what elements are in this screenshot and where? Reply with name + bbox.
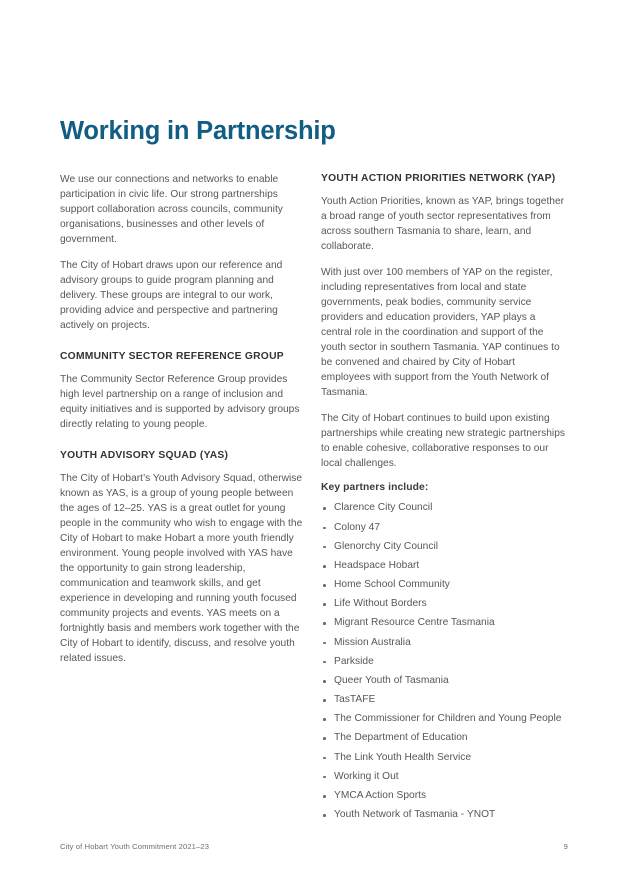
list-item: Youth Network of Tasmania - YNOT — [321, 808, 567, 823]
section-paragraph: The Community Sector Reference Group provides high level partnership on a range of inclusion and equity initiatives and is supported by advisory groups directly relating to young people. — [60, 374, 300, 431]
intro-paragraph: The City of Hobart draws upon our reference and advisory groups to guide program planning and delivery. These groups are integral to our work, providing advice and perspective and partnering actively on projects. — [60, 260, 283, 332]
right-column — [321, 172, 567, 827]
list-item: Headspace Hobart — [321, 559, 567, 574]
left-column — [60, 172, 306, 666]
two-column-body — [60, 172, 568, 827]
list-item: Life Without Borders — [321, 597, 567, 612]
page-footer — [60, 842, 568, 851]
list-item: Clarence City Council — [321, 501, 567, 516]
section-paragraph: The City of Hobart’s Youth Advisory Squad, otherwise known as YAS, is a group of young people between the ages of 12–25. YAS is a great outlet for young people in the community who wish to engage with the City of Hobart to make Hobart a more youth friendly environment. Young people involved with YAS have the opportunity to gain strong leadership, communication and teamwork skills, and get experience in developing and running youth focused community projects and events. YAS meets on a fortnightly basis and members work together with the City of Hobart to identify, discuss, and resolve youth related issues. — [60, 472, 303, 665]
list-item: Colony 47 — [321, 521, 567, 536]
intro-paragraph: We use our connections and networks to enable participation in civic life. Our strong partnerships support collaboration across councils, community organisations, businesses and other levels of government. — [60, 174, 283, 246]
list-item: Parkside — [321, 655, 567, 670]
list-item: YMCA Action Sports — [321, 789, 567, 804]
section-paragraph: With just over 100 members of YAP on the register, including representatives from local and state governments, peak bodies, community service providers and education providers, YAP plays a central role in the coordination and support of the youth sector in southern Tasmania. YAP continues to be convened and chaired by City of Hobart employees with support from the Youth Network of Tasmania. — [321, 266, 560, 399]
section-heading-youth-advisory-squad: YOUTH ADVISORY SQUAD (YAS) — [60, 450, 229, 462]
list-item: Working it Out — [321, 770, 567, 785]
section-heading-youth-action-priorities-network: YOUTH ACTION PRIORITIES NETWORK (YAP) — [321, 173, 556, 184]
footer-source: City of Hobart Youth Commitment 2021–23 — [60, 842, 210, 851]
page-number: 9 — [563, 842, 568, 851]
key-partners-list — [321, 501, 567, 823]
list-item: Glenorchy City Council — [321, 540, 567, 555]
section-heading-community-sector-reference-group: COMMUNITY SECTOR REFERENCE GROUP — [60, 351, 284, 363]
list-item: Migrant Resource Centre Tasmania — [321, 616, 567, 631]
list-item: Mission Australia — [321, 636, 567, 651]
section-paragraph: The City of Hobart continues to build upon existing partnerships while creating new strategic partnerships to enable cohesive, collaborative responses to our local challenges. — [321, 413, 566, 470]
list-item: Home School Community — [321, 578, 567, 593]
list-item: Queer Youth of Tasmania — [321, 674, 567, 689]
section-paragraph: Youth Action Priorities, known as YAP, brings together a broad range of youth sector representatives from across southern Tasmania to share, learn, and collaborate. — [321, 195, 565, 252]
page-title: Working in Partnership — [60, 117, 336, 146]
list-item: The Department of Education — [321, 731, 567, 746]
list-item: The Link Youth Health Service — [321, 751, 567, 766]
list-item: TasTAFE — [321, 693, 567, 708]
list-item: The Commissioner for Children and Young People — [321, 712, 567, 727]
key-partners-label: Key partners include: — [321, 482, 429, 494]
